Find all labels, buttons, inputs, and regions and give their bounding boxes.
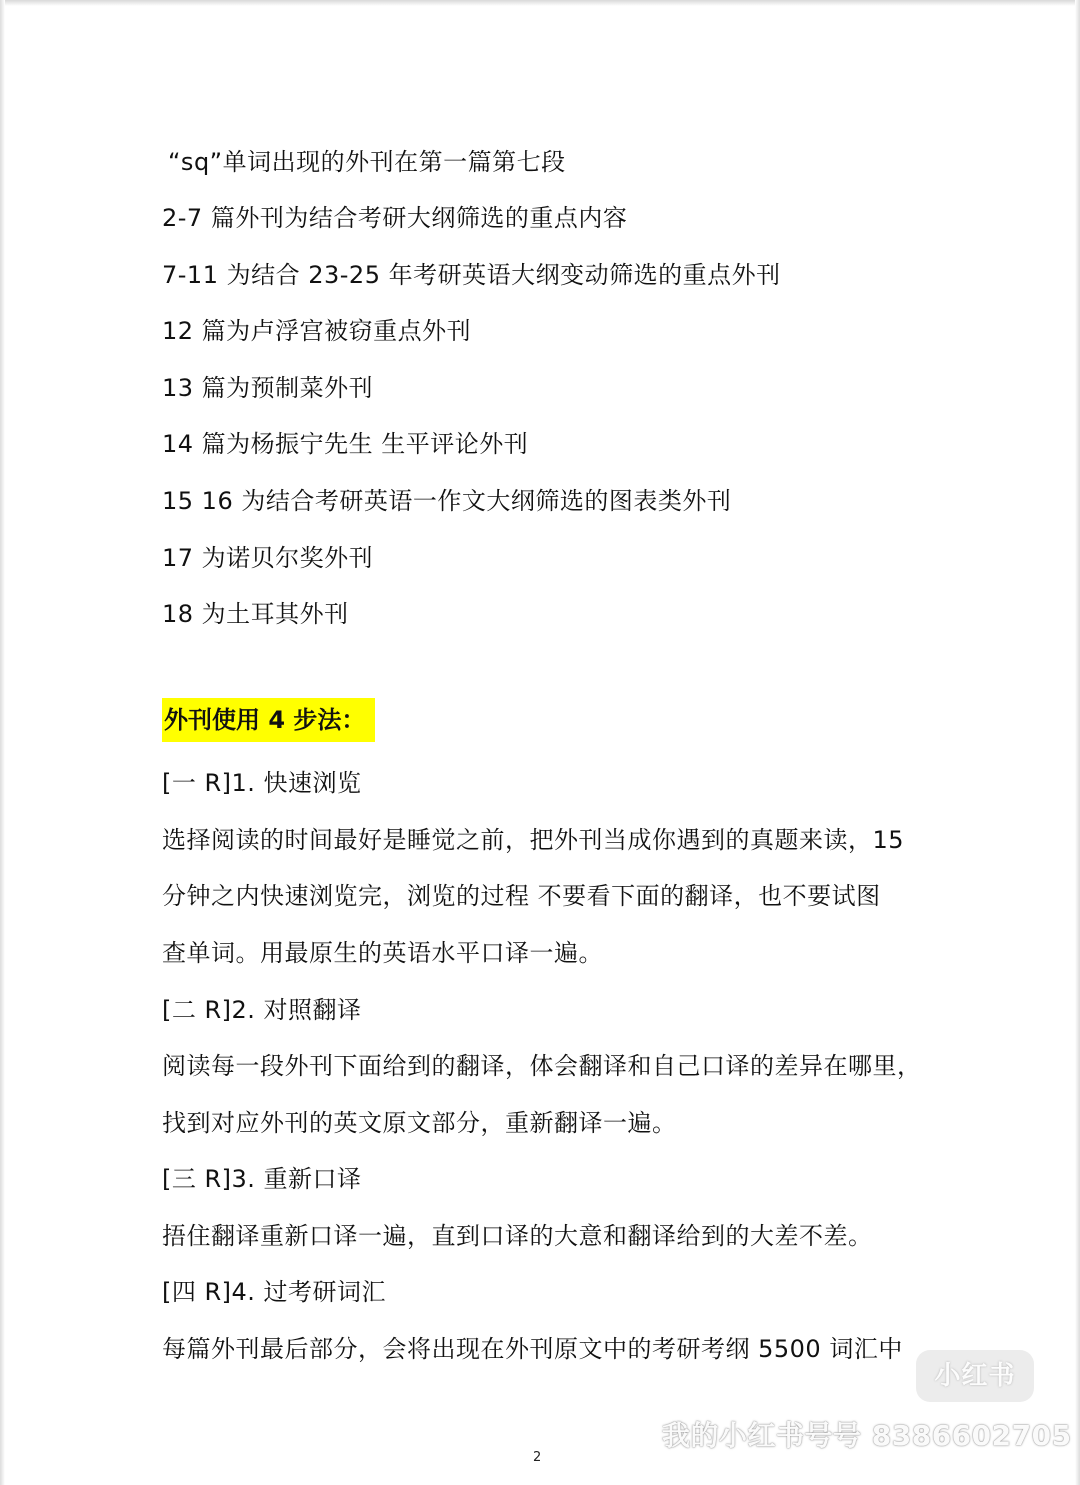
- intro-line-5: 13 篇为预制菜外刊: [162, 374, 374, 402]
- step-1-title: [一 R]1. 快速浏览: [162, 769, 362, 797]
- intro-line-3: 7-11 为结合 23-25 年考研英语大纲变动筛选的重点外刊: [162, 261, 781, 289]
- account-id-watermark: 我的小红书号号 8386602705: [662, 1419, 1072, 1452]
- step-4-title: [四 R]4. 过考研词汇: [162, 1278, 387, 1306]
- intro-line-9: 18 为土耳其外刊: [162, 600, 349, 628]
- step-1-body-line-2: 分钟之内快速浏览完，浏览的过程 不要看下面的翻译，也不要试图: [162, 882, 881, 910]
- step-2-title: [二 R]2. 对照翻译: [162, 996, 362, 1024]
- step-1-body-line-1: 选择阅读的时间最好是睡觉之前，把外刊当成你遇到的真题来读，15: [162, 826, 905, 854]
- intro-line-2: 2-7 篇外刊为结合考研大纲筛选的重点内容: [162, 204, 628, 232]
- intro-line-6: 14 篇为杨振宁先生 生平评论外刊: [162, 430, 529, 458]
- section-heading: 外刊使用 4 步法：: [162, 698, 375, 742]
- intro-line-4: 12 篇为卢浮宫被窃重点外刊: [162, 317, 472, 345]
- intro-line-1: “sq”单词出现的外刊在第一篇第七段: [168, 148, 566, 176]
- step-3-body-line-1: 捂住翻译重新口译一遍，直到口译的大意和翻译给到的大差不差。: [162, 1222, 873, 1250]
- step-1-body-line-3: 查单词。用最原生的英语水平口译一遍。: [162, 939, 603, 967]
- page-edge-right: [1075, 0, 1080, 1485]
- step-4-body-line-1: 每篇外刊最后部分，会将出现在外刊原文中的考研考纲 5500 词汇中: [162, 1335, 903, 1363]
- xiaohongshu-logo-watermark: 小红书: [916, 1350, 1034, 1402]
- intro-line-7: 15 16 为结合考研英语一作文大纲筛选的图表类外刊: [162, 487, 732, 515]
- page-edge-top: [0, 0, 1080, 6]
- step-2-body-line-2: 找到对应外刊的英文原文部分，重新翻译一遍。: [162, 1109, 677, 1137]
- page-edge-left: [0, 0, 5, 1485]
- step-3-title: [三 R]3. 重新口译: [162, 1165, 362, 1193]
- page-number: 2: [533, 1450, 542, 1465]
- intro-line-8: 17 为诺贝尔奖外刊: [162, 544, 374, 572]
- step-2-body-line-1: 阅读每一段外刊下面给到的翻译，体会翻译和自己口译的差异在哪里，: [162, 1052, 922, 1080]
